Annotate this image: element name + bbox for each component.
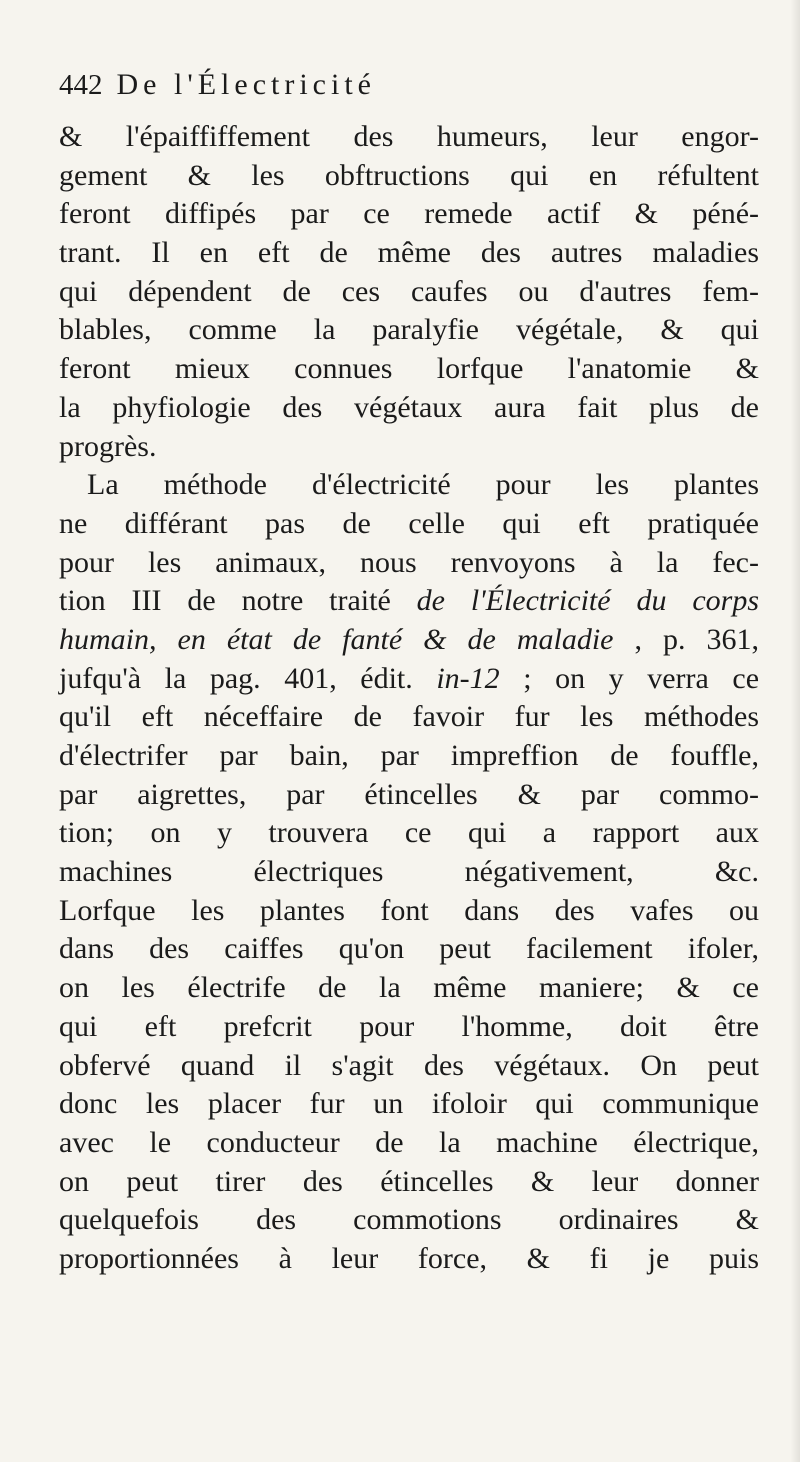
text-line: tion III de notre traité de l'Électricité du corps	[59, 584, 759, 618]
text-line: on les électrife de la même maniere; & ce	[59, 971, 759, 1005]
page-body	[59, 118, 759, 1279]
text-line: Lorfque les plantes font dans des vafes ou	[59, 893, 759, 927]
text-line: humain, en état de fanté & de maladie , p. 361,	[59, 622, 760, 656]
text-line: trant. Il en eft de même des autres maladies	[59, 236, 759, 270]
text-line: & l'épaiffiffement des humeurs, leur engor-	[59, 120, 759, 153]
page-header	[59, 68, 749, 108]
text-line: obfervé quand il s'agit des végétaux. On peut	[59, 1048, 759, 1082]
text-line: proportionnées à leur force, & fi je puis	[59, 1241, 759, 1275]
text-line: qui eft prefcrit pour l'homme, doit être	[59, 1009, 759, 1043]
text-line: progrès.	[59, 429, 157, 463]
page-edge-shadow	[790, 0, 800, 1462]
text-line: on peut tirer des étincelles & leur donner	[59, 1164, 759, 1198]
text-line: pour les animaux, nous renvoyons à la fec-	[59, 545, 759, 579]
text-line: machines électriques négativement, &c.	[59, 855, 759, 889]
text-line: feront mieux connues lorfque l'anatomie &	[59, 352, 759, 386]
text-line: dans des caiffes qu'on peut facilement ifoler,	[59, 932, 759, 966]
text-line: avec le conducteur de la machine électrique,	[59, 1125, 759, 1159]
text-line: La méthode d'électricité pour les plantes	[87, 468, 759, 502]
text-line: tion; on y trouvera ce qui a rapport aux	[59, 816, 759, 850]
page-number: 442	[59, 69, 103, 101]
italic-format: in-12	[436, 661, 500, 695]
text-line: blables, comme la paralyfie végétale, & qui	[59, 313, 759, 347]
text-line: la phyfiologie des végétaux aura fait plus de	[59, 390, 759, 424]
italic-title: humain, en état de fanté & de maladie	[59, 622, 614, 656]
text-line: qu'il eft néceffaire de favoir fur les méthodes	[59, 700, 759, 734]
text-line: qui dépendent de ces caufes ou d'autres fem-	[59, 274, 759, 308]
text-line: par aigrettes, par étincelles & par commo-	[59, 777, 759, 811]
text-line: donc les placer fur un ifoloir qui communique	[59, 1087, 759, 1121]
text-line: gement & les obftructions qui en réfultent	[59, 158, 759, 192]
italic-title: de l'Électricité du corps	[416, 584, 759, 618]
running-title: De l'Électricité	[116, 68, 376, 101]
text-line: jufqu'à la pag. 401, édit. in-12 ; on y verra ce	[59, 661, 760, 695]
text-line: d'électrifer par bain, par impreffion de fouffle,	[59, 739, 759, 772]
text-line: quelquefois des commotions ordinaires &	[59, 1203, 759, 1237]
text-line: ne différant pas de celle qui eft pratiquée	[59, 506, 759, 540]
text-line: feront diffipés par ce remede actif & péné-	[59, 197, 759, 231]
